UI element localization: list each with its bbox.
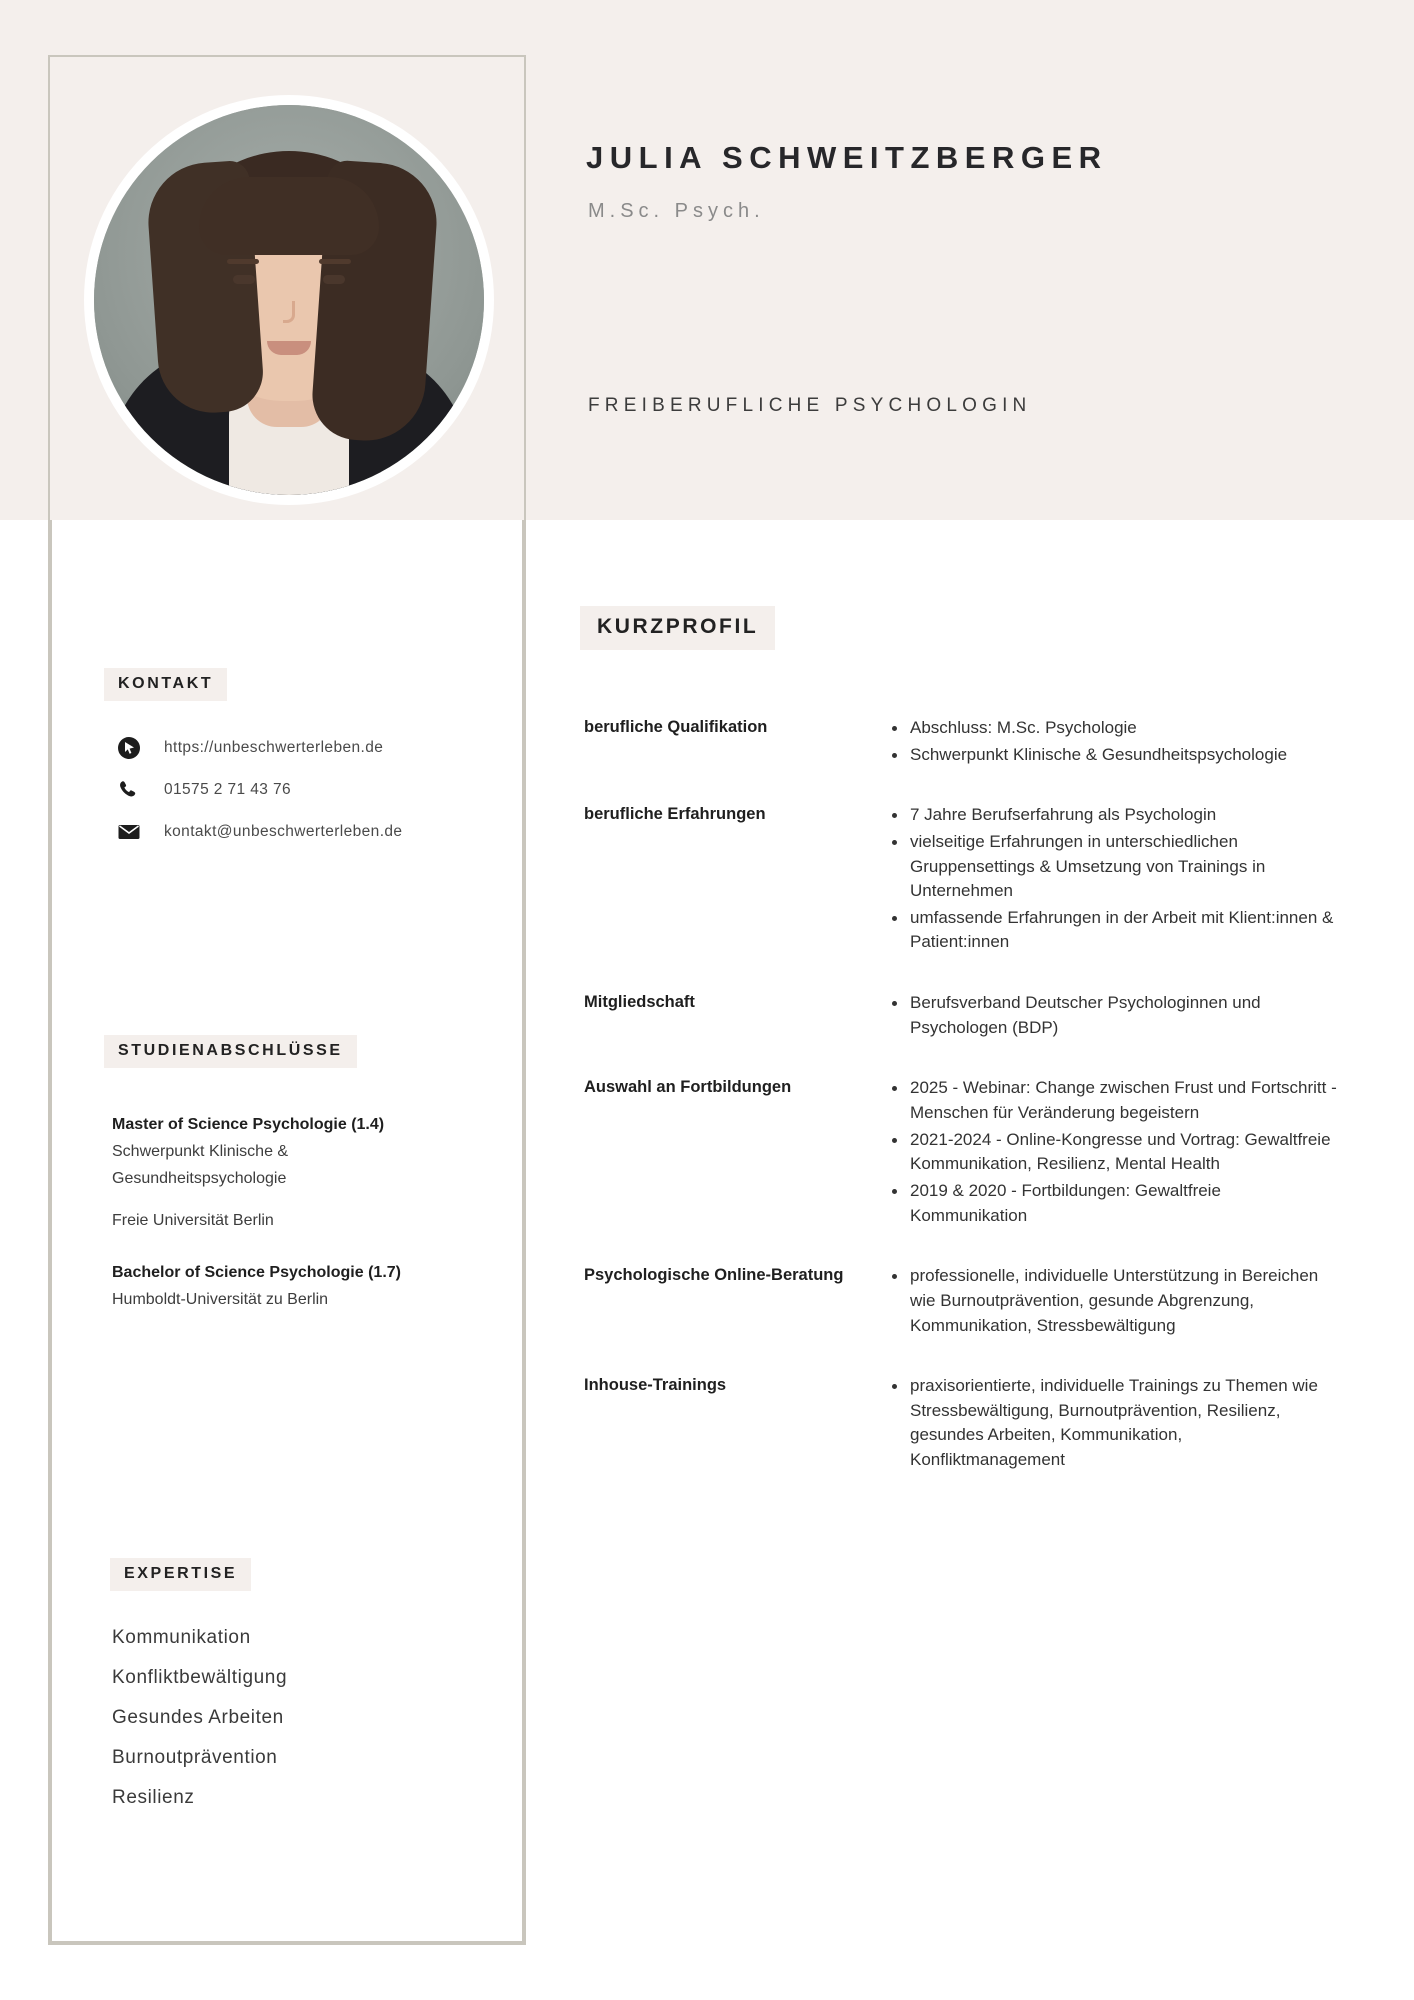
- study-focus-line-1: Schwerpunkt Klinische &: [112, 1142, 289, 1160]
- list-item: Kommunikation: [112, 1627, 251, 1648]
- profile-row-label: berufliche Erfahrungen: [584, 805, 766, 824]
- list-item: vielseitige Erfahrungen in unterschiedlichen Gruppensettings & Umsetzung von Trainings in Unternehmen: [906, 830, 1340, 904]
- title-subtitle: M.Sc. Psych.: [588, 200, 765, 222]
- list-item: 2019 & 2020 - Fortbildungen: Gewaltfreie Kommunikation: [906, 1179, 1340, 1228]
- profile-row-body: [884, 716, 1340, 769]
- profile-row-label: Inhouse-Trainings: [584, 1376, 727, 1395]
- contact-item-phone[interactable]: [112, 770, 492, 810]
- mail-icon: [112, 815, 146, 849]
- avatar: [84, 95, 494, 505]
- list-item: Gesundes Arbeiten: [112, 1706, 284, 1728]
- profile-row-body: [884, 1264, 1340, 1340]
- contact-list: [112, 728, 492, 854]
- list-item: Schwerpunkt Klinische & Gesundheitspsychologie: [906, 743, 1340, 768]
- profile-row-qualifikation: [584, 716, 1340, 769]
- profile-row-inhouse-trainings: [584, 1374, 1340, 1475]
- study-university: Freie Universität Berlin: [112, 1211, 274, 1229]
- list-item: 7 Jahre Berufserfahrung als Psychologin: [906, 803, 1340, 828]
- profile-row-label: Auswahl an Fortbildungen: [584, 1078, 792, 1097]
- contact-website-text: https://unbeschwerterleben.de: [164, 739, 384, 756]
- section-heading-kontakt: KONTAKT: [104, 668, 227, 701]
- profile-row-erfahrungen: [584, 803, 1340, 957]
- list-item: Konfliktbewältigung: [112, 1666, 288, 1688]
- study-degree-title: Master of Science Psychologie (1.4): [112, 1116, 385, 1133]
- study-degree-title: Bachelor of Science Psychologie (1.7): [112, 1263, 401, 1281]
- contact-phone-text: 01575 2 71 43 76: [164, 781, 292, 798]
- profile-row-label: Psychologische Online-Beratung: [584, 1266, 844, 1285]
- portrait-photo: [94, 105, 484, 495]
- eyebrow-right-shape: [319, 259, 351, 264]
- section-heading-expertise: EXPERTISE: [110, 1558, 251, 1591]
- list-item: praxisorientierte, individuelle Trainings zu Themen wie Stressbewältigung, Burnoutprävention, Resilienz, gesundes Arbeiten, Kommunikation, Konfliktmanagement: [906, 1374, 1340, 1473]
- list-item: Burnoutprävention: [112, 1746, 278, 1768]
- profile-row-online-beratung: [584, 1264, 1340, 1340]
- profile-row-body: [884, 991, 1340, 1042]
- profile-row-body: [884, 1076, 1340, 1230]
- studies-list: [112, 1112, 512, 1338]
- contact-email-text: kontakt@unbeschwerterleben.de: [164, 823, 403, 840]
- page-title: JULIA SCHWEITZBERGER: [586, 140, 1108, 175]
- contact-item-email[interactable]: [112, 812, 492, 852]
- expertise-list: [112, 1618, 492, 1817]
- list-item: 2021-2024 - Online-Kongresse und Vortrag: Gewaltfreie Kommunikation, Resilienz, Mental Health: [906, 1128, 1340, 1177]
- list-item: 2025 - Webinar: Change zwischen Frust und Fortschritt - Menschen für Veränderung begeistern: [906, 1076, 1340, 1125]
- profile-row-mitgliedschaft: [584, 991, 1340, 1042]
- profile-row-body: [884, 803, 1340, 957]
- profile-row-fortbildungen: [584, 1076, 1340, 1230]
- contact-item-website[interactable]: [112, 728, 492, 768]
- eye-left-shape: [233, 275, 255, 284]
- phone-icon: [112, 773, 146, 807]
- profile-row-label: Mitgliedschaft: [584, 993, 695, 1012]
- website-icon: [112, 731, 146, 765]
- study-entry-bachelor: [112, 1260, 512, 1313]
- list-item: Berufsverband Deutscher Psychologinnen und Psychologen (BDP): [906, 991, 1340, 1040]
- study-entry-master: [112, 1112, 512, 1234]
- nose-shape: [283, 301, 295, 323]
- hair-fringe-shape: [199, 177, 379, 255]
- professional-role: FREIBERUFLICHE PSYCHOLOGIN: [588, 395, 1032, 416]
- profile-row-body: [884, 1374, 1340, 1475]
- list-item: Resilienz: [112, 1786, 195, 1808]
- profile-table: [584, 716, 1340, 1509]
- study-focus-line-2: Gesundheitspsychologie: [112, 1169, 287, 1187]
- list-item: Abschluss: M.Sc. Psychologie: [906, 716, 1340, 741]
- eye-right-shape: [323, 275, 345, 284]
- eyebrow-left-shape: [227, 259, 259, 264]
- section-heading-studienabschluesse: STUDIENABSCHLÜSSE: [104, 1035, 357, 1068]
- list-item: umfassende Erfahrungen in der Arbeit mit Klient:innen & Patient:innen: [906, 906, 1340, 955]
- list-item: professionelle, individuelle Unterstützung in Bereichen wie Burnoutprävention, gesunde Abgrenzung, Kommunikation, Stressbewältigung: [906, 1264, 1340, 1338]
- profile-row-label: berufliche Qualifikation: [584, 718, 768, 736]
- study-university: Humboldt-Universität zu Berlin: [112, 1290, 329, 1308]
- section-heading-kurzprofil: KURZPROFIL: [580, 606, 775, 650]
